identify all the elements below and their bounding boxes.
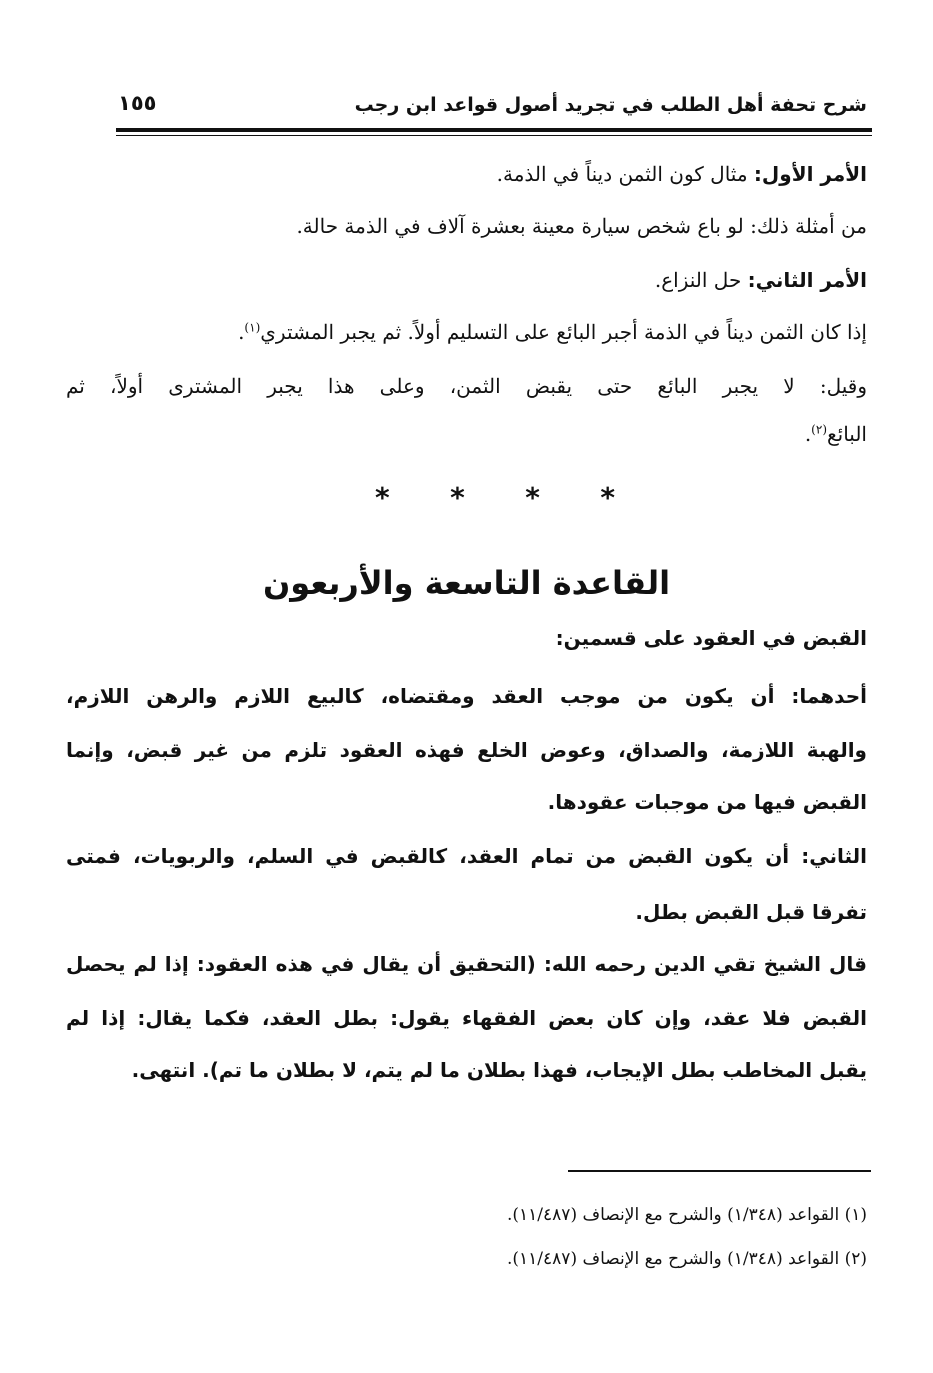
footnote-rule — [568, 1170, 871, 1172]
rule-heading: القاعدة التاسعة والأربعون — [262, 564, 671, 602]
other-view-line-2 — [805, 414, 867, 454]
ruling-line — [238, 312, 867, 352]
example-text: لو باع شخص سيارة معينة بعشرة آلاف في الذمة حالة. — [296, 214, 751, 238]
ruling-end: . — [238, 320, 245, 344]
second-part-line-1: الثاني: أن يكون القبض من تمام العقد، كالقبض في السلم، والربويات، فمتى — [66, 844, 867, 868]
separator-star: * — [525, 481, 540, 514]
running-title: شرح تحفة أهل الطلب في تجريد أصول قواعد ابن رجب — [354, 94, 867, 116]
first-matter-line — [497, 154, 867, 194]
intro-line: القبض في العقود على قسمين: — [555, 626, 867, 650]
first-matter-label: الأمر الأول: — [753, 162, 867, 186]
footnote-1: (١) القواعد (١/٣٤٨) والشرح مع الإنصاف (١١/٤٨٧). — [507, 1205, 867, 1225]
separator-star: * — [600, 481, 615, 514]
page-number: ١٥٥ — [118, 91, 157, 115]
first-part-line-1: أحدهما: أن يكون من موجب العقد ومقتضاه، كالبيع اللازم والرهن اللازم، — [66, 684, 867, 708]
second-part-line-2: تفرقا قبل القبض بطل. — [635, 900, 867, 924]
second-matter-label: الأمر الثاني: — [747, 268, 867, 292]
quote-line-3: يقبل المخاطب بطل الإيجاب، فهذا بطلان ما لم يتم، لا بطلان ما تم). انتهى. — [131, 1058, 867, 1082]
quote-line-2: القبض فلا عقد، وإن كان بعض الفقهاء يقول: بطل العقد، فكما يقال: إذا لم — [66, 1006, 867, 1030]
separator-star: * — [375, 481, 390, 514]
second-matter-text: حل النزاع. — [654, 268, 748, 292]
other-view-line-1: وقيل: لا يجبر البائع حتى يقبض الثمن، وعلى هذا يجبر المشترى أولاً، ثم — [66, 374, 867, 398]
footnote-ref-1: (١) — [244, 320, 261, 335]
first-matter-text: مثال كون الثمن ديناً في الذمة. — [496, 162, 754, 186]
footnote-ref-2: (٢) — [811, 422, 827, 437]
first-part-line-3: القبض فيها من موجبات عقودها. — [547, 790, 867, 814]
footnote-2: (٢) القواعد (١/٣٤٨) والشرح مع الإنصاف (١١/٤٨٧). — [507, 1249, 867, 1269]
first-part-line-2: والهبة اللازمة، والصداق، وعوض الخلع فهذه العقود تلزم من غير قبض، وإنما — [66, 738, 867, 762]
second-matter-line — [655, 260, 867, 300]
quote-line-1: قال الشيخ تقي الدين رحمه الله: (التحقيق أن يقال في هذه العقود: إذا لم يحصل — [66, 952, 867, 976]
other-view-line-2-end: . — [804, 422, 812, 446]
header-rule-thin — [116, 135, 872, 136]
example-label: من أمثلة ذلك: — [750, 214, 867, 238]
separator-star: * — [450, 481, 465, 514]
ruling-text: إذا كان الثمن ديناً في الذمة أجبر البائع على التسليم أولاً. ثم يجبر المشتري — [260, 320, 867, 344]
other-view-line-2-text: البائع — [827, 422, 867, 446]
header-rule-thick — [116, 128, 872, 132]
example-line — [296, 206, 867, 246]
section-separator — [375, 478, 615, 518]
